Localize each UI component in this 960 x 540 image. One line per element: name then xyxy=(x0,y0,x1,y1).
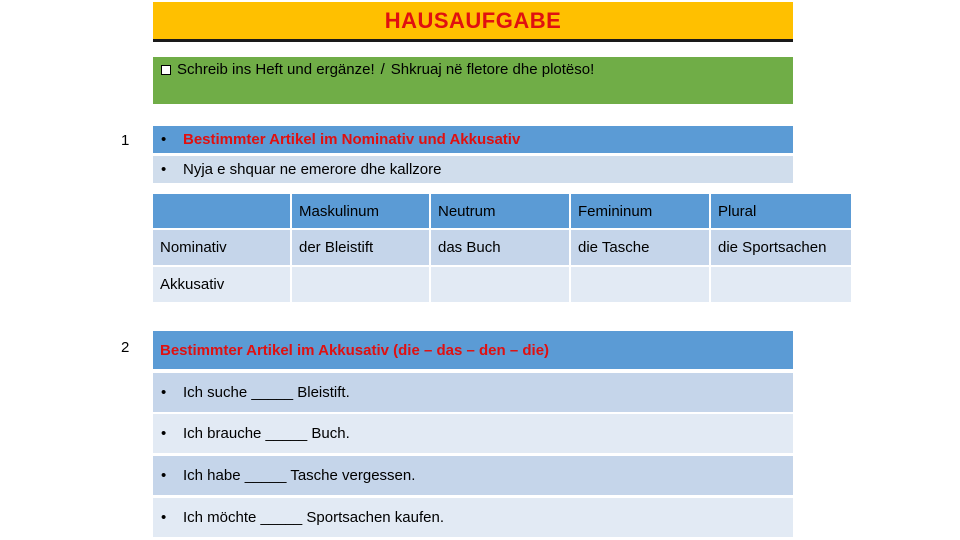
table-cell xyxy=(292,267,429,302)
bullet-icon: • xyxy=(161,161,167,178)
exercise-text: Ich möchte _____ Sportsachen kaufen. xyxy=(183,509,445,526)
section-2-number: 2 xyxy=(121,339,130,356)
table-header-empty xyxy=(153,194,290,228)
exercise-text: Ich brauche _____ Buch. xyxy=(183,425,350,442)
table-row-label-nominativ: Nominativ xyxy=(153,230,290,265)
exercise-text: Ich habe _____ Tasche vergessen. xyxy=(183,467,416,484)
bullet-icon: • xyxy=(161,425,167,442)
exercise-item xyxy=(153,373,793,412)
section-1-heading-albanian xyxy=(153,156,793,183)
instruction-albanian: Shkruaj në fletore dhe plotëso! xyxy=(390,61,595,78)
table-header-femininum: Femininum xyxy=(571,194,709,228)
bullet-icon: • xyxy=(161,467,167,484)
bullet-icon: • xyxy=(161,384,167,401)
table-cell: der Bleistift xyxy=(292,230,429,265)
instruction-bar xyxy=(153,57,793,104)
section-2-heading: Bestimmter Artikel im Akkusativ (die – das – den – die) xyxy=(153,331,793,369)
exercise-item xyxy=(153,414,793,453)
table-header-maskulinum: Maskulinum xyxy=(292,194,429,228)
table-row-label-akkusativ: Akkusativ xyxy=(153,267,290,302)
table-cell xyxy=(571,267,709,302)
instruction-separator: / xyxy=(380,61,385,78)
table-header-neutrum: Neutrum xyxy=(431,194,569,228)
exercise-text: Ich suche _____ Bleistift. xyxy=(183,384,350,401)
bullet-icon: • xyxy=(161,509,167,526)
article-table xyxy=(153,194,851,302)
heading-german-text: Bestimmter Artikel im Nominativ und Akkusativ xyxy=(183,131,521,148)
section-1-number: 1 xyxy=(121,132,130,149)
exercise-item xyxy=(153,456,793,495)
bullet-icon: • xyxy=(161,131,167,148)
table-cell: das Buch xyxy=(431,230,569,265)
table-cell xyxy=(711,267,851,302)
table-header-plural: Plural xyxy=(711,194,851,228)
section-1-heading-german xyxy=(153,126,793,153)
instruction-german: Schreib ins Heft und ergänze! xyxy=(177,61,375,78)
title-bar xyxy=(153,2,793,42)
checkbox-bullet-icon xyxy=(161,65,171,75)
page-title: HAUSAUFGABE xyxy=(384,7,562,33)
table-cell xyxy=(431,267,569,302)
heading-albanian-text: Nyja e shquar ne emerore dhe kallzore xyxy=(183,161,442,178)
exercise-item xyxy=(153,498,793,537)
table-cell: die Tasche xyxy=(571,230,709,265)
table-cell: die Sportsachen xyxy=(711,230,851,265)
